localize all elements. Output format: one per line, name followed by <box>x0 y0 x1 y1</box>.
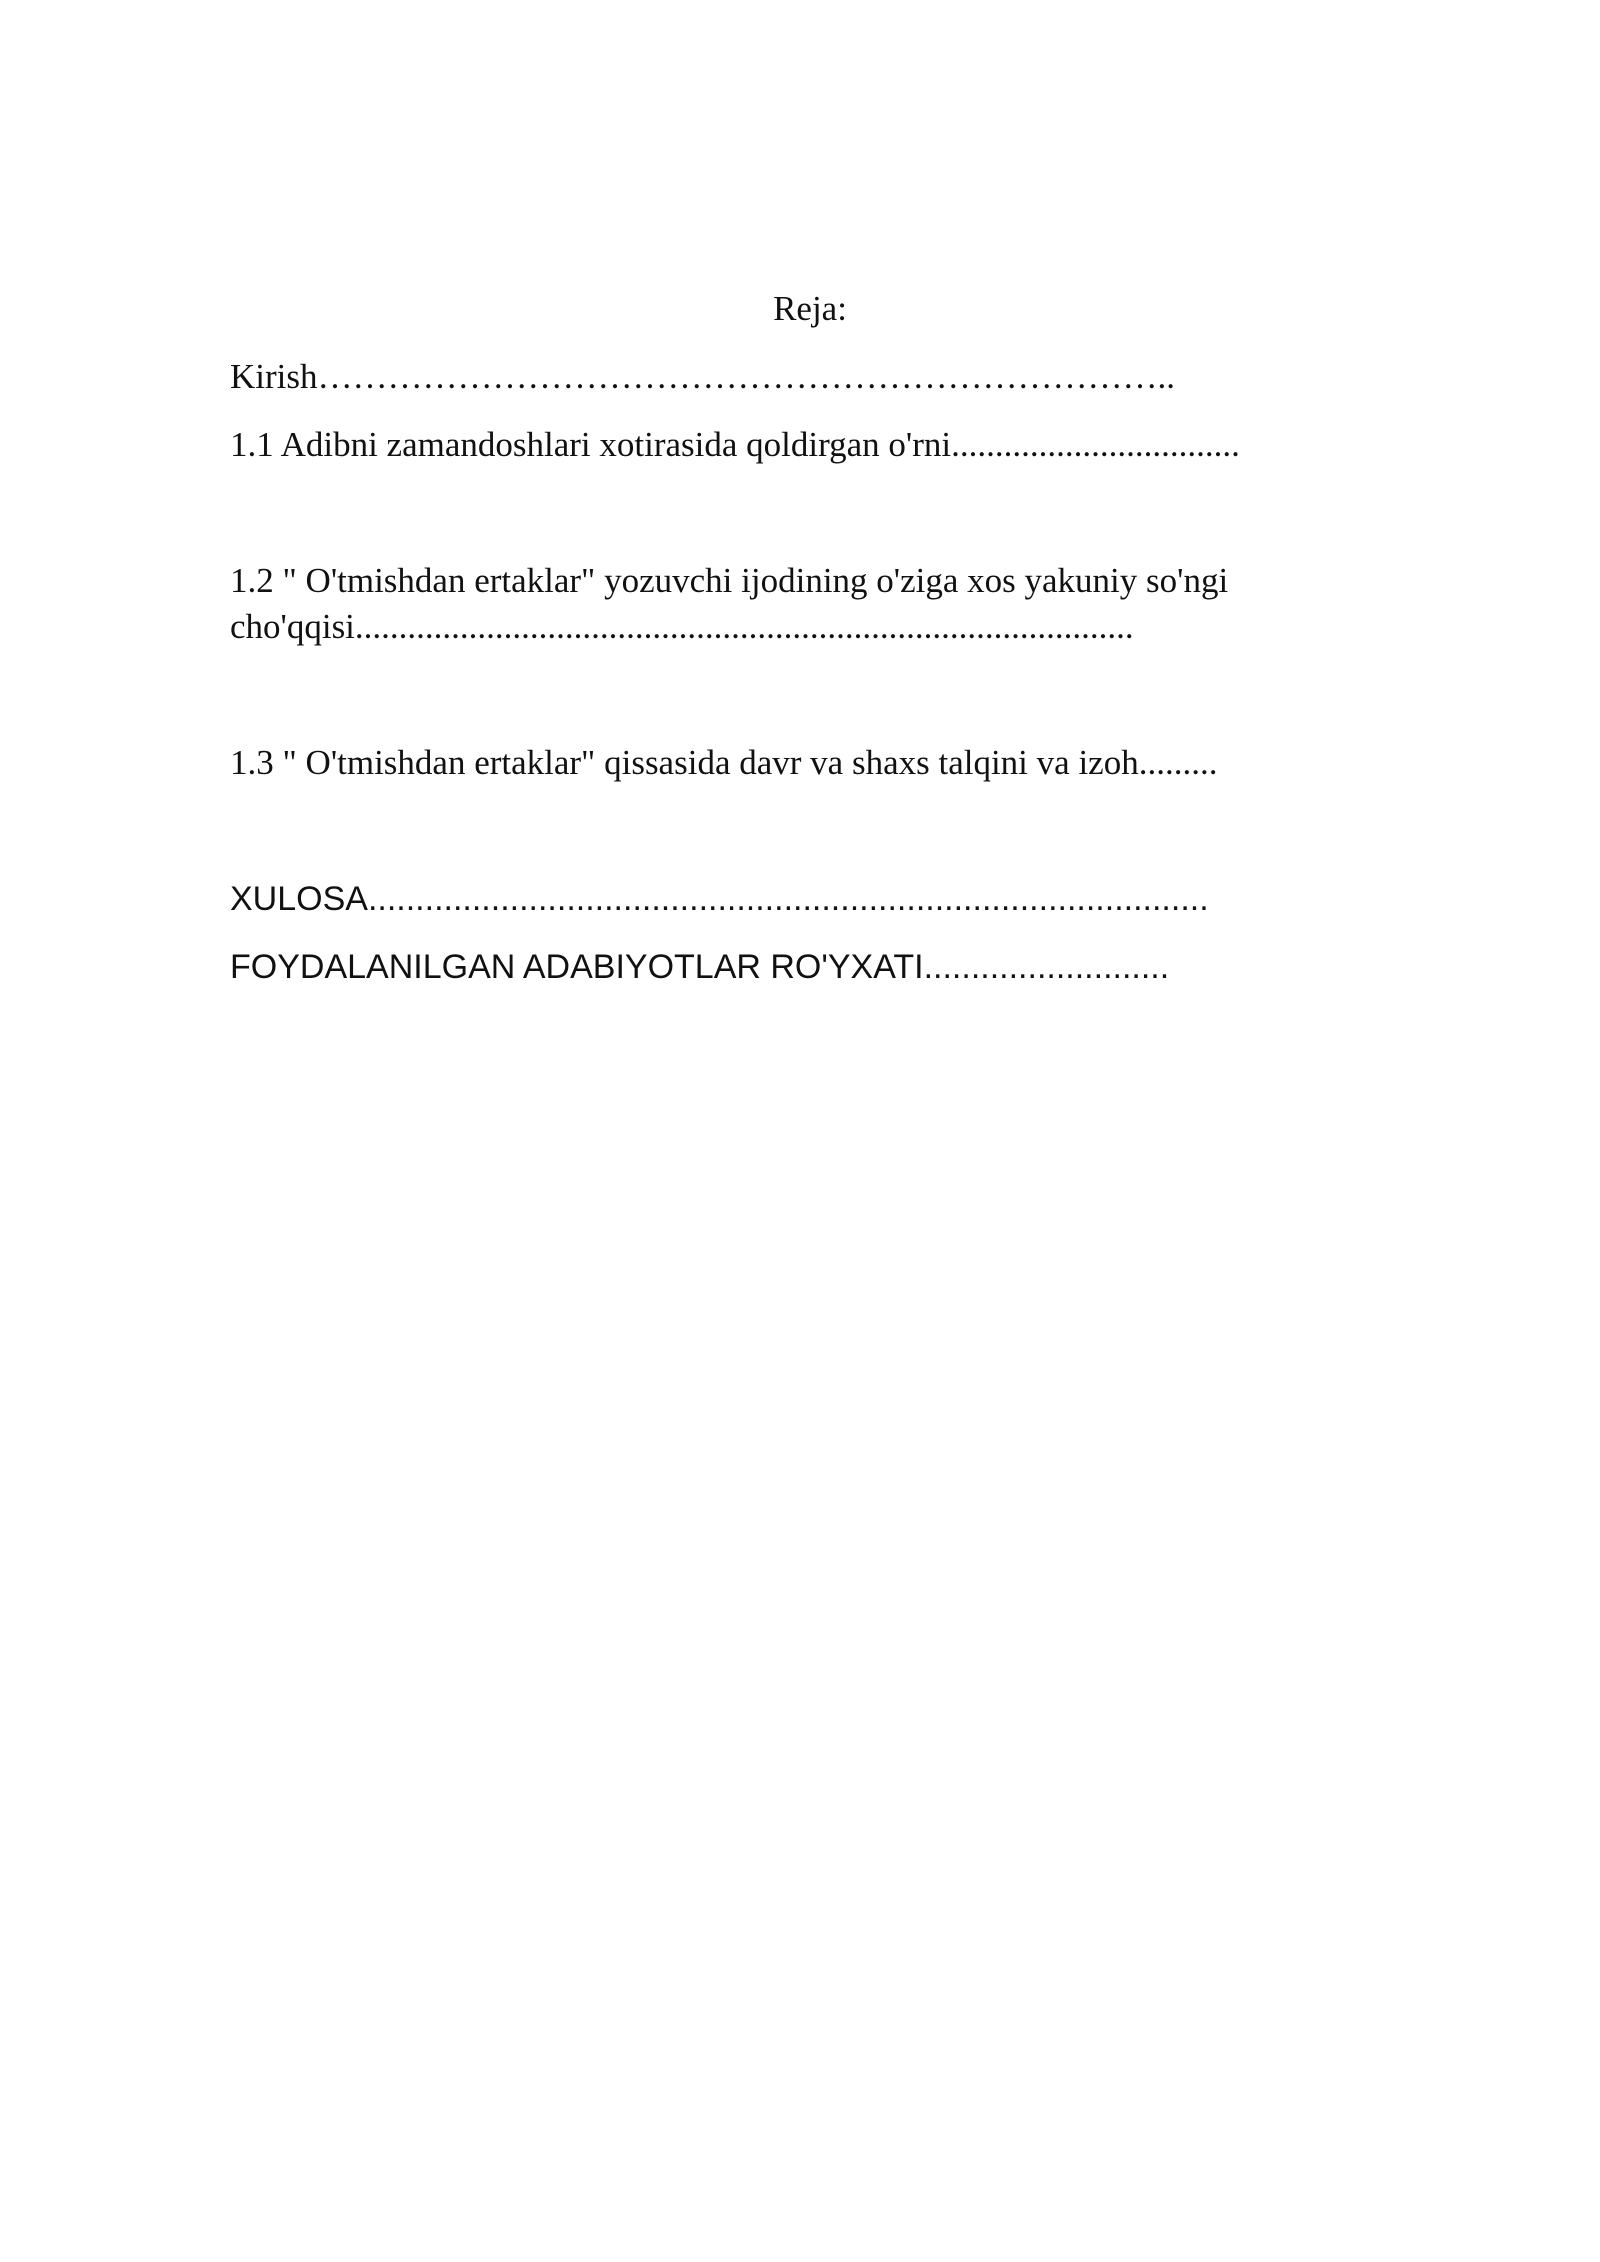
toc-item-1-2-line-1: 1.2 " O'tmishdan ertaklar" yozuvchi ijodining o'ziga xos yakuniy so'ngi <box>230 561 1229 600</box>
toc-item-references: FOYDALANILGAN ADABIYOTLAR RO'YXATI.......................... <box>230 948 1170 986</box>
toc-item-1-2-line-2: cho'qqisi......................................................................................... <box>230 607 1134 646</box>
toc-item-1-1: 1.1 Adibni zamandoshlari xotirasida qoldirgan o'rni................................. <box>230 425 1240 464</box>
page-title: Reja: <box>773 289 847 328</box>
table-of-contents <box>230 286 1370 990</box>
toc-item-conclusion: XULOSA......................................................................................... <box>230 880 1209 918</box>
toc-item-1-3: 1.3 " O'tmishdan ertaklar" qissasida davr va shaxs talqini va izoh......... <box>230 743 1218 782</box>
toc-item-introduction: Kirish……………………………………………………………….. <box>230 357 1175 396</box>
